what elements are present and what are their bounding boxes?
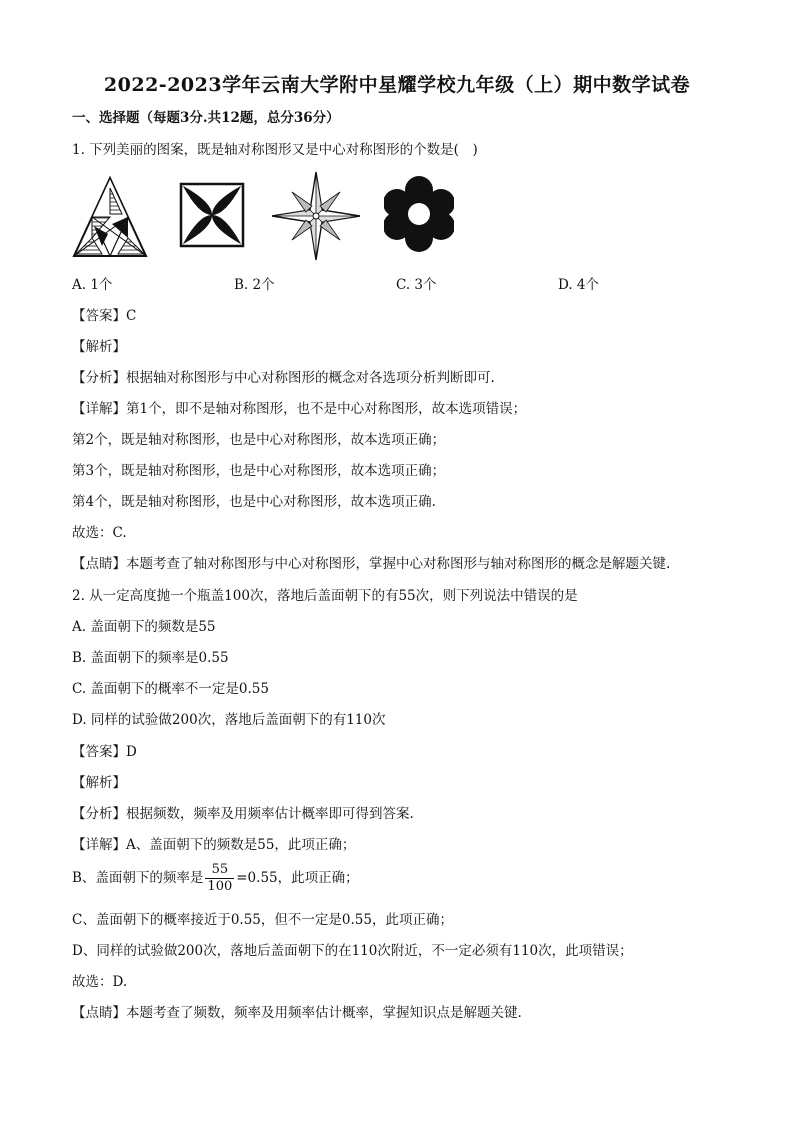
q2-option-b: B. 盖面朝下的频率是0.55 (72, 650, 229, 666)
q1-detail-4: 第4个，既是轴对称图形，也是中心对称图形，故本选项正确. (72, 494, 436, 510)
fraction-numerator: 55 (205, 862, 234, 879)
q1-analysis-heading: 【解析】 (72, 339, 126, 355)
q2-option-d: D. 同样的试验做200次，落地后盖面朝下的有110次 (72, 712, 386, 728)
q2-analysis-fenxi: 【分析】根据频数，频率及用频率估计概率即可得到答案. (72, 806, 414, 822)
q2-detail-b-prefix: B、盖面朝下的频率是 (72, 870, 204, 886)
q1-detail-2: 第2个，既是轴对称图形，也是中心对称图形，故本选项正确； (72, 432, 446, 448)
question-2-stem: 2. 从一定高度抛一个瓶盖100次，落地后盖面朝下的有55次，则下列说法中错误的是 (72, 588, 578, 604)
q1-choose: 故选：C. (72, 525, 127, 541)
q2-analysis-heading: 【解析】 (72, 775, 126, 791)
figure-1-triangle (72, 176, 148, 260)
q2-option-a: A. 盖面朝下的频数是55 (72, 619, 216, 635)
section-heading: 一、选择题（每题3分.共12题，总分36分） (72, 110, 340, 126)
figure-4-flower (384, 176, 454, 252)
q2-detail-b-suffix: =0.55，此项正确； (236, 870, 359, 886)
figure-3-star (270, 170, 362, 262)
q1-analysis-xiangjie: 【详解】第1个，即不是轴对称图形，也不是中心对称图形，故本选项错误； (72, 401, 527, 417)
q1-option-d: D. 4个 (558, 277, 600, 293)
q1-dianjing: 【点睛】本题考查了轴对称图形与中心对称图形，掌握中心对称图形与轴对称图形的概念是解题关键. (72, 556, 671, 572)
q2-detail-b (72, 862, 359, 895)
page-title: 2022-2023学年云南大学附中星耀学校九年级（上）期中数学试卷 (103, 74, 691, 96)
q1-answer: 【答案】C (72, 308, 137, 324)
q1-option-a: A. 1个 (72, 277, 113, 293)
question-1-figures (72, 170, 472, 265)
q2-dianjing: 【点睛】本题考查了频数，频率及用频率估计概率，掌握知识点是解题关键. (72, 1005, 522, 1021)
q2-analysis-xiangjie: 【详解】A、盖面朝下的频数是55，此项正确； (72, 837, 356, 853)
q2-option-c: C. 盖面朝下的概率不一定是0.55 (72, 681, 269, 697)
q1-option-b: B. 2个 (234, 277, 275, 293)
q1-option-c: C. 3个 (396, 277, 437, 293)
figure-2-square (179, 182, 245, 248)
q2-detail-c: C、盖面朝下的概率接近于0.55，但不一定是0.55，此项正确； (72, 912, 453, 928)
fraction (205, 862, 234, 895)
q2-choose: 故选：D. (72, 974, 128, 990)
question-1-stem: 1. 下列美丽的图案，既是轴对称图形又是中心对称图形的个数是( ) (72, 142, 478, 158)
q1-detail-3: 第3个，既是轴对称图形，也是中心对称图形，故本选项正确； (72, 463, 446, 479)
q2-answer: 【答案】D (72, 744, 137, 760)
fraction-denominator: 100 (207, 879, 233, 894)
q2-detail-d: D、同样的试验做200次，落地后盖面朝下的在110次附近，不一定必须有110次，此项错误； (72, 943, 633, 959)
q1-analysis-fenxi: 【分析】根据轴对称图形与中心对称图形的概念对各选项分析判断即可. (72, 370, 495, 386)
